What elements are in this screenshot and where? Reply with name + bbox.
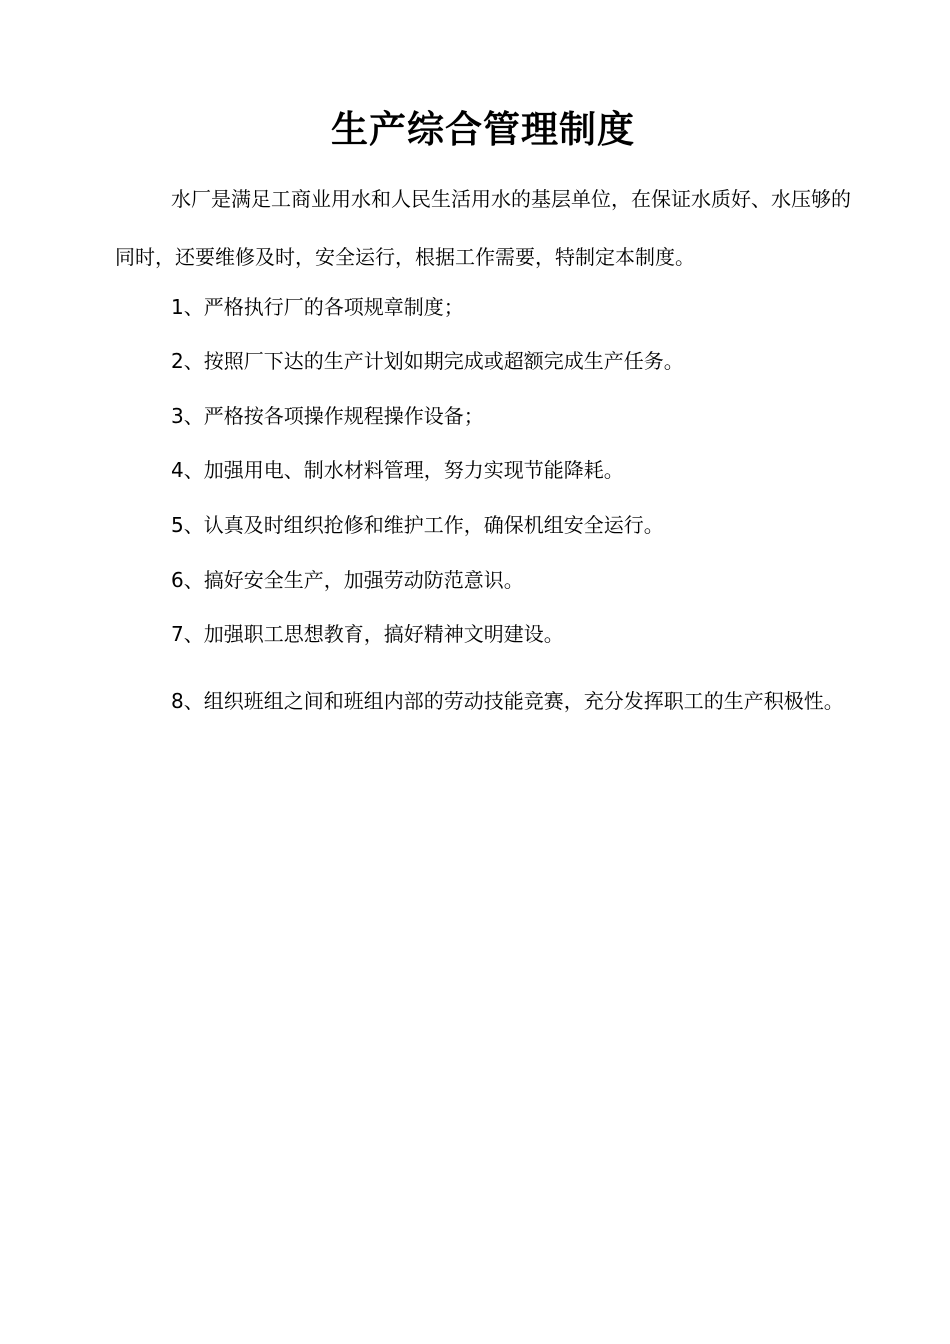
rule-item-5: 5、认真及时组织抢修和维护工作，确保机组安全运行。 xyxy=(171,513,664,537)
rule-item-3: 3、严格按各项操作规程操作设备； xyxy=(171,404,484,428)
document-title: 生产综合管理制度 xyxy=(331,108,635,151)
rule-item-2: 2、按照厂下达的生产计划如期完成或超额完成生产任务。 xyxy=(171,349,684,373)
rule-item-4: 4、加强用电、制水材料管理，努力实现节能降耗。 xyxy=(171,458,624,482)
rule-item-7: 7、加强职工思想教育，搞好精神文明建设。 xyxy=(171,622,564,646)
rule-item-8: 8、组织班组之间和班组内部的劳动技能竞赛，充分发挥职工的生产积极性。 xyxy=(171,689,844,713)
rule-item-6: 6、搞好安全生产，加强劳动防范意识。 xyxy=(171,568,524,592)
rule-item-1: 1、严格执行厂的各项规章制度； xyxy=(171,295,464,319)
intro-paragraph: 水厂是满足工商业用水和人民生活用水的基层单位，在保证水质好、水压够的同时，还要维修及时，安全运行，根据工作需要，特制定本制度。 xyxy=(115,187,851,269)
